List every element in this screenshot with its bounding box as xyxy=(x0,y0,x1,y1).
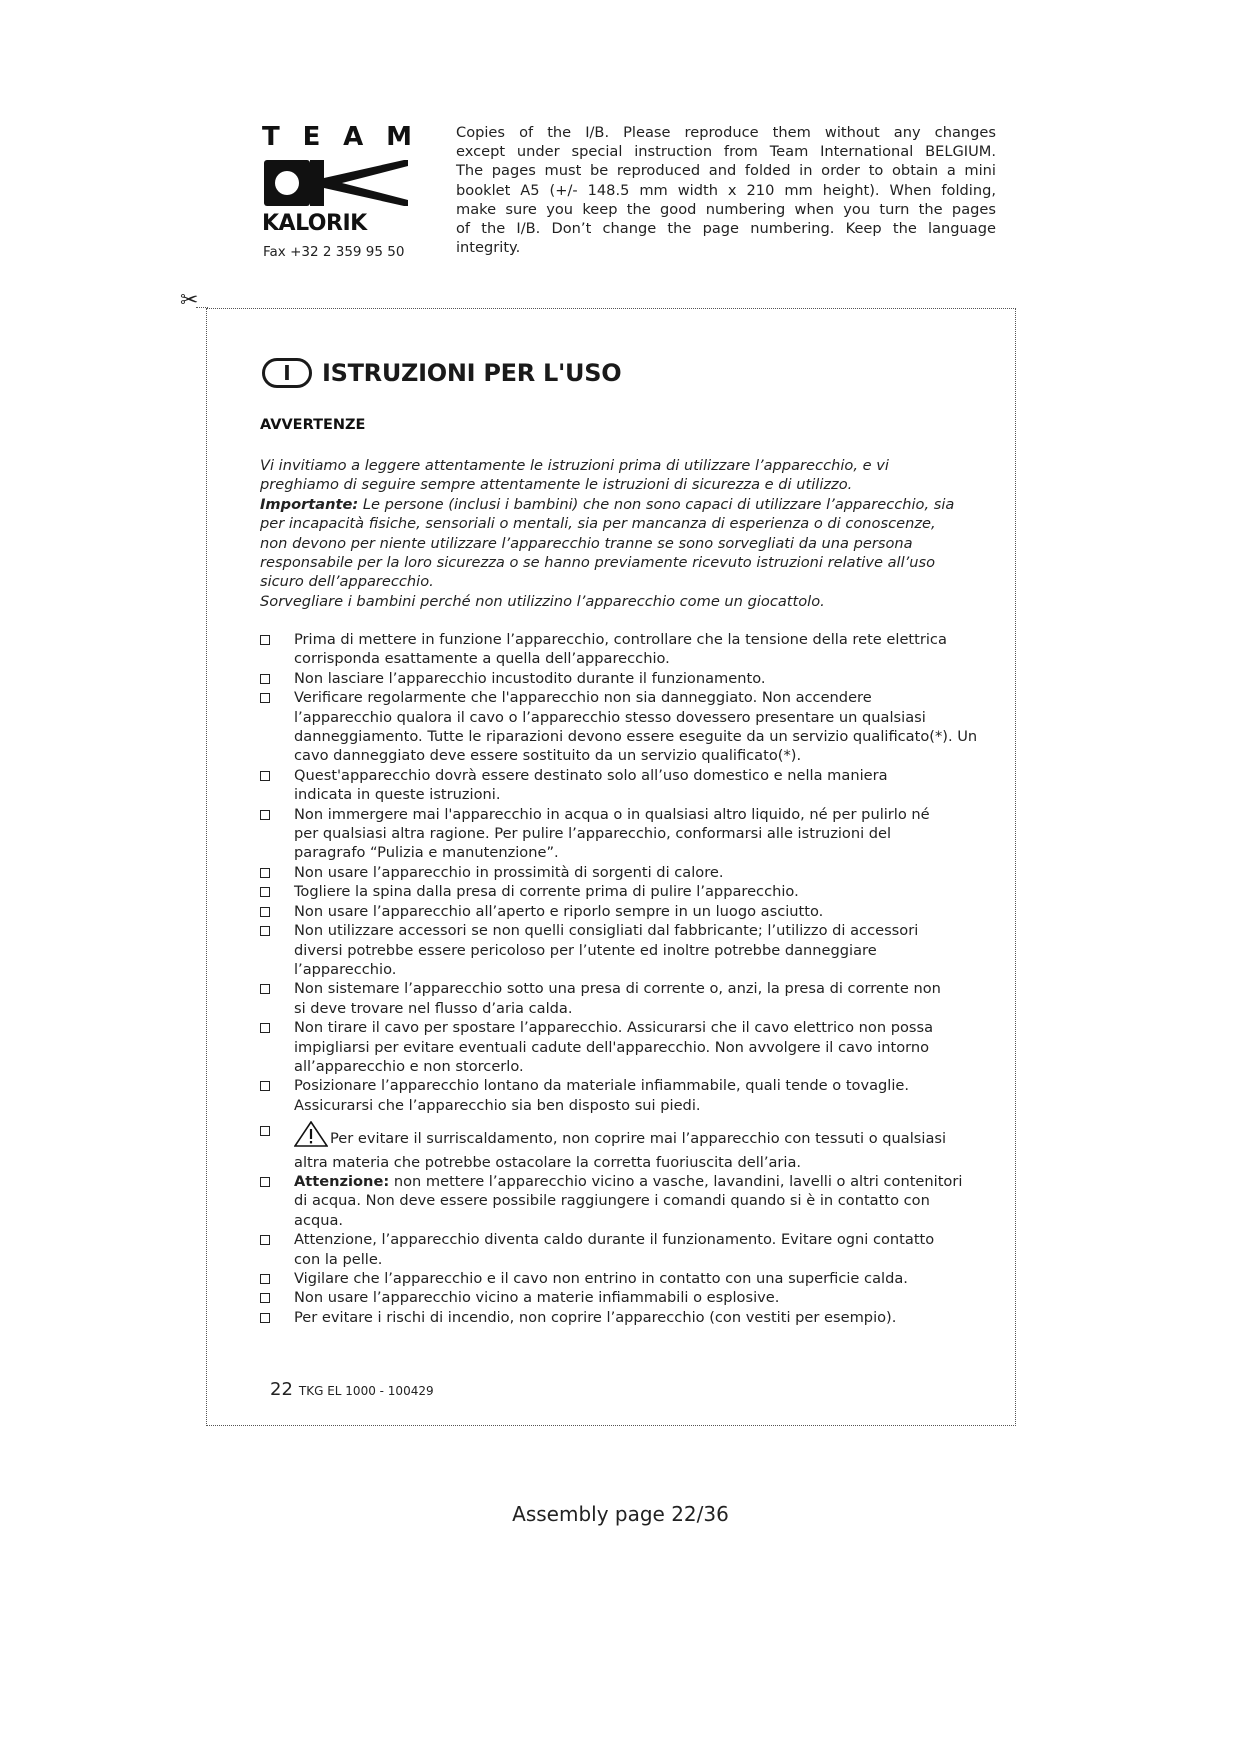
copies-line: booklet A5 (+/- 148.5 mm width x 210 mm height). When folding, xyxy=(456,181,996,199)
checkbox-bullet-icon xyxy=(260,693,270,703)
page-footer xyxy=(270,1379,434,1400)
intro-line: Sorvegliare i bambini perché non utilizzino l’apparecchio come un giocattolo. xyxy=(260,592,825,610)
list-item xyxy=(260,1230,1020,1269)
list-item xyxy=(260,863,1020,882)
logo-team-word xyxy=(262,124,412,150)
intro-line: non devono per niente utilizzare l’apparecchio tranne se sono sorvegliati da una persona xyxy=(260,534,913,552)
intro-line: Vi invitiamo a leggere attentamente le istruzioni prima di utilizzare l’apparecchio, e vi xyxy=(260,457,889,474)
checkbox-bullet-icon xyxy=(260,1274,270,1284)
list-item-line: Non immergere mai l'apparecchio in acqua o in qualsiasi altro liquido, né per pulirlo né xyxy=(294,805,930,823)
list-item xyxy=(260,1308,1020,1327)
section-heading: AVVERTENZE xyxy=(260,417,366,433)
list-item-line: indicata in queste istruzioni. xyxy=(294,786,501,804)
list-item-line: con la pelle. xyxy=(294,1250,383,1268)
list-item-line: Non usare l’apparecchio all’aperto e riporlo sempre in un luogo asciutto. xyxy=(294,902,824,920)
list-item xyxy=(260,882,1020,901)
checkbox-bullet-icon xyxy=(260,907,270,917)
list-item-line: Assicurarsi che l’apparecchio sia ben disposto sui piedi. xyxy=(294,1096,701,1114)
list-item-line: diversi potrebbe essere pericoloso per l’utente ed inoltre potrebbe danneggiare xyxy=(294,941,877,959)
model-code: TKG EL 1000 - 100429 xyxy=(298,1384,434,1398)
list-item-line: Togliere la spina dalla presa di corrente prima di pulire l’apparecchio. xyxy=(294,883,799,901)
attenzione-label: Attenzione: xyxy=(294,1172,390,1190)
copies-line: except under special instruction from Team International BELGIUM. xyxy=(456,143,996,161)
checkbox-bullet-icon xyxy=(260,1081,270,1091)
logo-brand-word: KALORIK xyxy=(262,211,367,236)
checkbox-bullet-icon xyxy=(260,771,270,781)
list-item xyxy=(260,669,1020,688)
list-item xyxy=(260,902,1020,921)
list-item-line: l’apparecchio. xyxy=(294,960,397,978)
list-item-line: Attenzione, l’apparecchio diventa caldo durante il funzionamento. Evitare ogni contatto xyxy=(294,1231,935,1249)
list-item-line: l’apparecchio qualora il cavo o l’apparecchio stesso dovessero presentare un qualsiasi xyxy=(294,708,926,726)
list-item-line: Non tirare il cavo per spostare l’apparecchio. Assicurarsi che il cavo elettrico non possa xyxy=(294,1019,934,1037)
intro-line: responsabile per la loro sicurezza o se hanno previamente ricevuto istruzioni relative all’uso xyxy=(260,554,936,572)
copies-instructions xyxy=(456,123,996,257)
list-item xyxy=(260,1172,1020,1230)
copies-line: integrity. xyxy=(456,239,521,257)
intro-line: per incapacità fisiche, sensoriali o mentali, sia per mancanza di esperienza o di conoscenze, xyxy=(260,515,936,533)
list-item-line: Non usare l’apparecchio in prossimità di sorgenti di calore. xyxy=(294,863,724,881)
list-item-line: cavo danneggiato deve essere sostituito da un servizio qualificato(*). xyxy=(294,747,802,765)
team-kalorik-logo xyxy=(262,124,412,236)
checkbox-bullet-icon xyxy=(260,1177,270,1187)
checkbox-bullet-icon xyxy=(260,887,270,897)
list-item-line: Non usare l’apparecchio vicino a materie infiammabili o esplosive. xyxy=(294,1289,780,1307)
importante-label: Importante: xyxy=(260,495,359,513)
list-item-line: Non utilizzare accessori se non quelli consigliati dal fabbricante; l’utilizzo di accessori xyxy=(294,922,919,940)
list-item-line: Posizionare l’apparecchio lontano da materiale infiammabile, quali tende o tovaglie. xyxy=(294,1077,910,1095)
intro-line xyxy=(260,495,980,514)
list-item xyxy=(260,1076,1020,1115)
list-item-line xyxy=(294,1172,962,1191)
kalorik-k-mark-icon xyxy=(262,158,412,208)
list-item-line: Non sistemare l’apparecchio sotto una presa di corrente o, anzi, la presa di corrente non xyxy=(294,980,941,998)
checkbox-bullet-icon xyxy=(260,1235,270,1245)
list-item-line: corrisponda esattamente a quella dell’apparecchio. xyxy=(294,650,670,668)
copies-line: The pages must be reproduced and folded in order to obtain a mini xyxy=(456,162,996,180)
list-item-line: Per evitare i rischi di incendio, non coprire l’apparecchio (con vestiti per esempio). xyxy=(294,1308,897,1326)
list-item-line: acqua. xyxy=(294,1211,344,1229)
checkbox-bullet-icon xyxy=(260,868,270,878)
list-item-line xyxy=(294,1121,946,1152)
list-item-line: all’apparecchio e non storcerlo. xyxy=(294,1057,524,1075)
list-item xyxy=(260,921,1020,979)
list-item xyxy=(260,1018,1020,1076)
logo-letter: T xyxy=(262,122,280,152)
checkbox-bullet-icon xyxy=(260,1023,270,1033)
list-item xyxy=(260,630,1020,669)
list-item-line: si deve trovare nel flusso d’aria calda. xyxy=(294,999,573,1017)
intro-line: sicuro dell’apparecchio. xyxy=(260,573,434,591)
checkbox-bullet-icon xyxy=(260,926,270,936)
intro-line: preghiamo di seguire sempre attentamente le istruzioni di sicurezza e di utilizzo. xyxy=(260,476,853,494)
list-item-line: per qualsiasi altra ragione. Per pulire l’apparecchio, conformarsi alle istruzioni del xyxy=(294,825,892,843)
list-item-line: Vigilare che l’apparecchio e il cavo non entrino in contatto con una superficie calda. xyxy=(294,1270,908,1287)
copies-line: of the I/B. Don’t change the page numbering. Keep the language xyxy=(456,220,996,238)
page-number: 22 xyxy=(270,1379,293,1400)
checkbox-bullet-icon xyxy=(260,1126,270,1136)
list-item xyxy=(260,766,1020,805)
list-item-text: Per evitare il surriscaldamento, non coprire mai l’apparecchio con tessuti o qualsiasi xyxy=(330,1130,947,1148)
list-item-line: Quest'apparecchio dovrà essere destinato solo all’uso domestico e nella maniera xyxy=(294,766,888,784)
list-item xyxy=(260,688,1020,766)
fax-number: Fax +32 2 359 95 50 xyxy=(263,244,405,260)
intro-paragraph xyxy=(260,456,980,611)
list-item-line: altra materia che potrebbe ostacolare la corretta fuoriuscita dell’aria. xyxy=(294,1153,802,1171)
language-badge: I xyxy=(262,358,312,388)
scissors-icon: ✂ xyxy=(180,288,199,313)
checkbox-bullet-icon xyxy=(260,810,270,820)
list-item-line: Prima di mettere in funzione l’apparecchio, controllare che la tensione della rete elettrica xyxy=(294,631,947,648)
page-title: ISTRUZIONI PER L'USO xyxy=(322,359,622,387)
checkbox-bullet-icon xyxy=(260,984,270,994)
page-title-row xyxy=(262,358,621,388)
warnings-list xyxy=(260,630,1020,1327)
list-item-line: Non lasciare l’apparecchio incustodito durante il funzionamento. xyxy=(294,669,766,687)
logo-letter: M xyxy=(386,122,412,152)
checkbox-bullet-icon xyxy=(260,635,270,645)
logo-letter: A xyxy=(343,122,364,152)
checkbox-bullet-icon xyxy=(260,1293,270,1303)
list-item-line: paragrafo “Pulizia e manutenzione”. xyxy=(294,844,559,862)
list-item-line: Verificare regolarmente che l'apparecchio non sia danneggiato. Non accendere xyxy=(294,689,872,707)
list-item-line: impigliarsi per evitare eventuali cadute dell'apparecchio. Non avvolgere il cavo intorno xyxy=(294,1038,930,1056)
list-item xyxy=(260,1269,1020,1288)
logo-letter: E xyxy=(302,122,321,152)
list-item xyxy=(260,805,1020,863)
copies-line: Copies of the I/B. Please reproduce them without any changes xyxy=(456,124,996,141)
list-item-line: danneggiamento. Tutte le riparazioni devono essere eseguite da un servizio qualificato(*). Un xyxy=(294,728,978,746)
checkbox-bullet-icon xyxy=(260,1313,270,1323)
checkbox-bullet-icon xyxy=(260,674,270,684)
list-item-line: di acqua. Non deve essere possibile raggiungere i comandi quando si è in contatto con xyxy=(294,1192,930,1210)
copies-line: make sure you keep the good numbering when you turn the pages xyxy=(456,200,996,218)
assembly-page-label: Assembly page 22/36 xyxy=(512,1502,729,1526)
list-item-text: non mettere l’apparecchio vicino a vasche, lavandini, lavelli o altri contenitori xyxy=(389,1172,963,1190)
list-item xyxy=(260,979,1020,1018)
intro-text: Le persone (inclusi i bambini) che non sono capaci di utilizzare l’apparecchio, sia xyxy=(358,495,955,513)
list-item xyxy=(260,1121,1020,1172)
list-item xyxy=(260,1288,1020,1307)
warning-triangle-icon xyxy=(294,1121,328,1152)
